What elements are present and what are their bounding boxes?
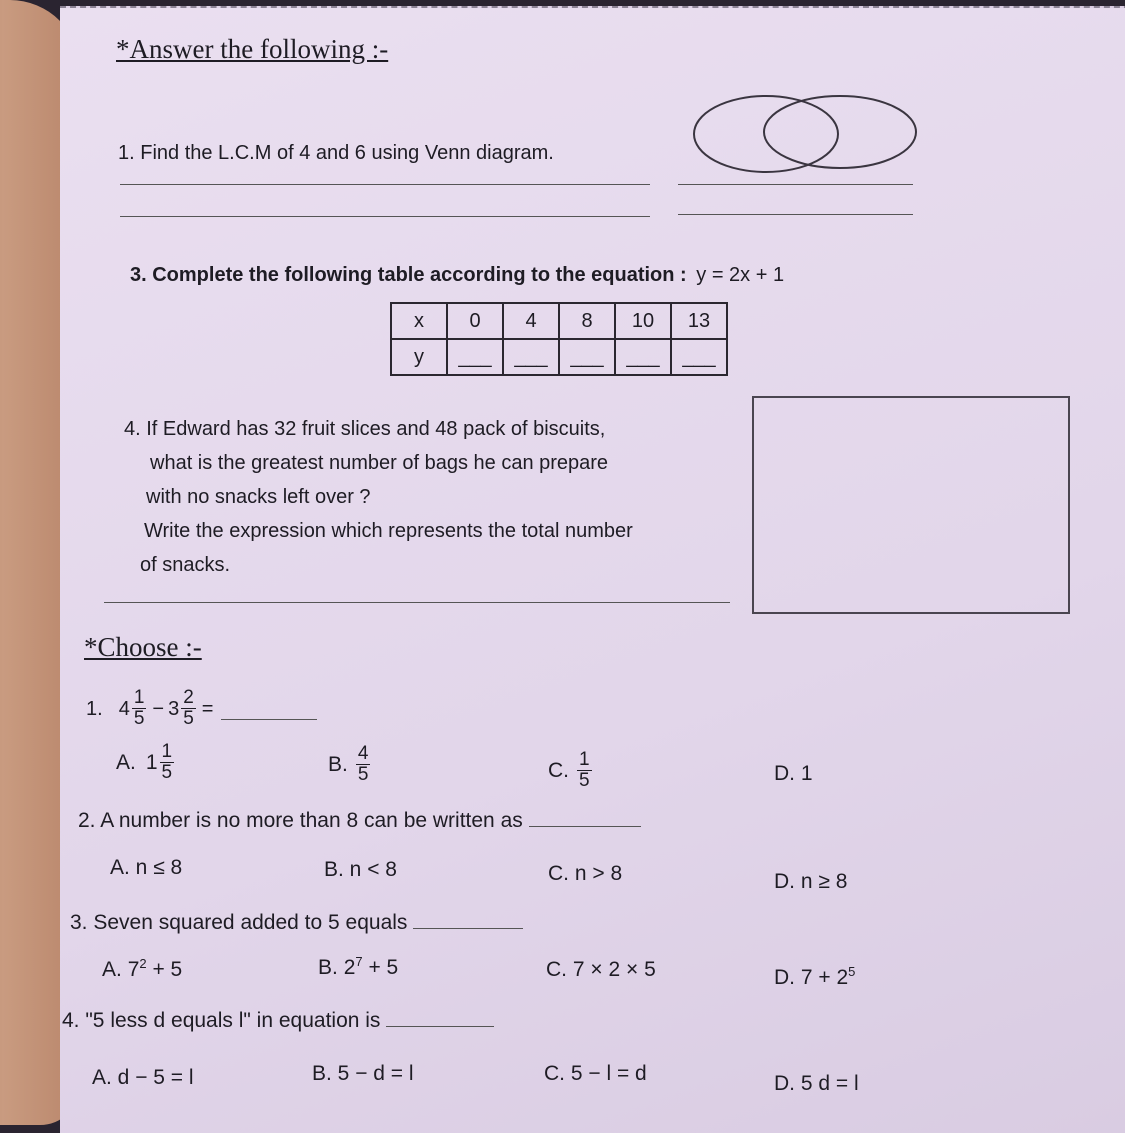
question-stem: 2. A number is no more than 8 can be written as <box>78 809 523 832</box>
venn-diagram <box>688 90 920 180</box>
table-blank-cell[interactable]: ___ <box>671 339 727 375</box>
answer-line <box>120 216 650 217</box>
q4-line: with no snacks left over ? <box>146 486 371 508</box>
fraction-numerator: 1 <box>133 687 145 708</box>
option-c[interactable] <box>548 750 594 791</box>
answer-box[interactable] <box>752 396 1070 614</box>
answer-line <box>678 184 913 185</box>
option-a[interactable] <box>116 742 176 783</box>
fraction-denominator: 5 <box>161 762 173 783</box>
power-exponent: 2 <box>139 956 147 971</box>
option-b[interactable] <box>318 954 398 980</box>
table-header-cell: x <box>391 303 447 339</box>
q1-fraction-2 <box>181 688 196 729</box>
option-b[interactable]: B. 5 − d = l <box>312 1062 414 1085</box>
answer-section-title: *Answer the following :- <box>116 34 389 64</box>
option-d[interactable] <box>774 762 813 786</box>
answer-q4 <box>124 412 633 582</box>
fraction-denominator: 5 <box>133 708 145 729</box>
table-blank-cell[interactable]: ___ <box>447 339 503 375</box>
option-fraction <box>577 750 592 791</box>
option-c[interactable]: C. n > 8 <box>548 862 623 885</box>
option-a[interactable] <box>102 956 182 982</box>
option-label: D. <box>774 966 795 989</box>
option-label: A. <box>102 958 122 981</box>
table-header-cell: 4 <box>503 303 559 339</box>
table-row <box>391 303 727 339</box>
answer-blank <box>529 826 641 827</box>
table-blank-cell[interactable]: ___ <box>559 339 615 375</box>
answer-q3 <box>130 258 784 292</box>
fraction-denominator: 5 <box>183 708 194 729</box>
mixed-whole: 1 <box>145 750 158 774</box>
option-fraction <box>160 742 175 783</box>
choose-q2 <box>78 804 641 838</box>
table-header-cell: 10 <box>615 303 671 339</box>
option-label: D. <box>774 762 795 785</box>
power-exponent: 7 <box>355 954 363 969</box>
power-exponent: 5 <box>848 964 856 979</box>
table-blank-cell[interactable]: ___ <box>503 339 559 375</box>
option-label: B. <box>318 956 338 979</box>
option-label: B. <box>328 752 348 776</box>
option-rest: + 5 <box>368 956 399 979</box>
table-header-cell: 8 <box>559 303 615 339</box>
q1-operator: − <box>152 697 165 720</box>
option-fraction <box>356 744 371 785</box>
table-blank-cell[interactable]: ___ <box>615 339 671 375</box>
fraction-denominator: 5 <box>579 770 590 791</box>
answer-blank <box>386 1026 494 1027</box>
option-label: C. <box>548 758 569 782</box>
fraction-numerator: 4 <box>357 743 369 764</box>
q1-number: 1. <box>86 697 103 720</box>
choose-q3 <box>70 906 523 940</box>
option-d[interactable]: D. 5 d = l <box>774 1072 859 1095</box>
option-d[interactable] <box>774 964 855 990</box>
answer-blank <box>221 697 317 720</box>
answer-line <box>120 184 650 185</box>
table-header-cell: 13 <box>671 303 727 339</box>
power-base: 2 <box>343 956 356 979</box>
option-b[interactable]: B. n < 8 <box>324 858 397 881</box>
fraction-denominator: 5 <box>357 764 369 785</box>
worksheet <box>60 6 1125 1133</box>
q4-line: of snacks. <box>140 554 231 576</box>
answer-q3-label: 3. Complete the following table according to the equation : <box>130 264 687 286</box>
xy-table <box>390 302 728 376</box>
equation: y = 2x + 1 <box>696 264 785 286</box>
option-rest: + 5 <box>152 958 183 981</box>
answer-q1: 1. Find the L.C.M of 4 and 6 using Venn diagram. <box>118 142 554 164</box>
question-stem: 3. Seven squared added to 5 equals <box>70 911 408 934</box>
fraction-numerator: 1 <box>579 749 590 770</box>
option-a[interactable]: A. d − 5 = l <box>92 1066 194 1089</box>
option-c[interactable]: C. 5 − l = d <box>544 1062 647 1085</box>
question-stem: 4. "5 less d equals l" in equation is <box>62 1009 381 1032</box>
option-d[interactable]: D. n ≥ 8 <box>774 870 848 893</box>
option-a[interactable]: A. n ≤ 8 <box>110 856 183 879</box>
option-b[interactable] <box>328 744 372 785</box>
q1-equals: = <box>201 697 214 720</box>
table-row <box>391 339 727 375</box>
answer-line <box>678 214 913 215</box>
q1-whole-2: 3 <box>168 697 180 720</box>
fraction-numerator: 1 <box>161 741 173 762</box>
power-base: 7 <box>127 958 140 981</box>
choose-q4 <box>62 1004 494 1038</box>
q4-line: 4. If Edward has 32 fruit slices and 48 pack of biscuits, <box>124 418 606 440</box>
option-label: A. <box>116 750 136 774</box>
choose-section-title: *Choose :- <box>84 632 202 662</box>
answer-line <box>104 602 730 603</box>
option-text: 7 × 2 × 5 <box>572 958 656 981</box>
table-row-label: y <box>391 339 447 375</box>
answer-blank <box>413 928 523 929</box>
q1-whole-1: 4 <box>118 697 130 720</box>
q1-fraction-1 <box>132 688 147 729</box>
option-c[interactable] <box>546 958 656 982</box>
power-base: 7 + 2 <box>800 966 849 989</box>
q4-line: Write the expression which represents the total number <box>144 520 633 542</box>
choose-q1 <box>86 688 317 729</box>
option-text: 1 <box>800 762 813 785</box>
table-header-cell: 0 <box>447 303 503 339</box>
q4-line: what is the greatest number of bags he can prepare <box>150 452 609 474</box>
option-label: C. <box>546 958 567 981</box>
fraction-numerator: 2 <box>183 687 194 708</box>
